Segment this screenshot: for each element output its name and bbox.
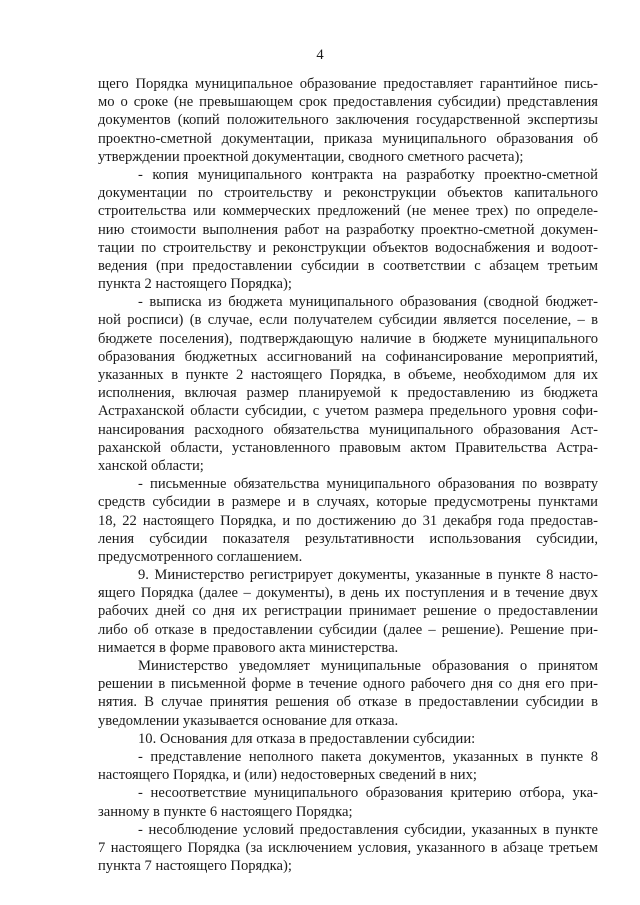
text-line: документов (копий положительного заключения государственной экспертизы <box>98 112 598 129</box>
text-line: 7 настоящего Порядка (за исключением условия, указанного в абзаце третьем <box>98 839 598 856</box>
page-number: 4 <box>316 47 324 63</box>
text-line: либо об отказе в предоставлении субсидии (далее – решение). Решение при- <box>98 621 598 638</box>
text-line: бюджете поселения), подтверждающую наличие в бюджете муниципального <box>98 330 598 347</box>
text-line: Астраханской области субсидии, с учетом размера предельного уровня софи- <box>98 403 598 420</box>
text-line: пункта 2 настоящего Порядка); <box>98 276 292 293</box>
text-line: ханской области; <box>98 457 204 474</box>
text-line: тации по строительству и реконструкции объектов водоснабжения и водоот- <box>98 239 598 256</box>
text-line: предусмотренного соглашением. <box>98 548 303 565</box>
text-line: пункта 7 настоящего Порядка); <box>98 858 292 875</box>
text-line: 10. Основания для отказа в предоставлении субсидии: <box>138 730 476 747</box>
text-line: нию стоимости выполнения работ на разработку проектно-сметной докумен- <box>98 221 598 238</box>
text-line: решении в письменной форме в течение одного рабочего дня со дня его при- <box>98 676 598 693</box>
text-line: ной росписи) (в случае, если получателем субсидии является поселение, – в <box>98 312 598 329</box>
text-line: нятия. В случае принятия решения об отказе в предоставлении субсидии в <box>98 694 598 711</box>
text-line: 18, 22 настоящего Порядка, и по достижению до 31 декабря года предостав- <box>98 512 598 529</box>
text-line: настоящего Порядка, и (или) недостоверных сведений в них; <box>98 767 477 784</box>
text-line: - письменные обязательства муниципального образования по возврату <box>138 476 598 493</box>
text-line: - копия муниципального контракта на разработку проектно-сметной <box>138 166 598 183</box>
text-line: утверждении проектной документации, сводного сметного расчета); <box>98 148 524 165</box>
text-line: - несоответствие муниципального образования критерию отбора, ука- <box>138 785 598 802</box>
text-line: Министерство уведомляет муниципальные образования о принятом <box>138 658 598 674</box>
text-line: нимается в форме правового акта министерства. <box>98 639 399 656</box>
text-line: щего Порядка муниципальное образование предоставляет гарантийное пись- <box>98 76 598 92</box>
text-line: строительства или коммерческих предложений (не менее трех) по определе- <box>98 203 598 220</box>
text-line: ления субсидии показателя результативности использования субсидии, <box>98 530 598 547</box>
text-line: нансирования расходного обязательства муниципального образования Аст- <box>98 421 598 438</box>
text-line: ведения (при предоставлении субсидии в соответствии с абзацем третьим <box>98 257 598 274</box>
text-line: ящего Порядка (далее – документы), в день их поступления и в течение двух <box>98 585 598 602</box>
document-body <box>98 75 598 875</box>
text-line: исполнения, включая размер планируемой к предоставлению из бюджета <box>98 385 598 402</box>
text-line: рабочих дней со дня их регистрации принимает решение о предоставлении <box>98 603 598 620</box>
text-line: документации по строительству и реконструкции объектов капитального <box>98 185 598 202</box>
text-line: уведомлении указывается основание для отказа. <box>98 712 399 729</box>
text-line: указанных в пункте 2 настоящего Порядка, в объеме, необходимом для их <box>98 367 598 383</box>
text-line: - представление неполного пакета документов, указанных в пункте 8 <box>138 748 598 765</box>
text-line: - несоблюдение условий предоставления субсидии, указанных в пункте <box>138 821 598 838</box>
text-line: занному в пункте 6 настоящего Порядка; <box>98 803 353 820</box>
text-line: мо о сроке (не превышающем срок предоставления субсидии) представления <box>98 94 598 111</box>
text-line: образования бюджетных ассигнований на софинансирование мероприятий, <box>98 348 598 365</box>
text-line: раханской области, установленного правовым актом Правительства Астра- <box>98 439 598 456</box>
text-line: проектно-сметной документации, приказа муниципального образования об <box>98 130 598 147</box>
text-line: 9. Министерство регистрирует документы, указанные в пункте 8 насто- <box>138 567 598 584</box>
text-line: средств субсидии в размере и в случаях, которые предусмотрены пунктами <box>98 494 598 511</box>
text-line: - выписка из бюджета муниципального образования (сводной бюджет- <box>138 294 598 311</box>
